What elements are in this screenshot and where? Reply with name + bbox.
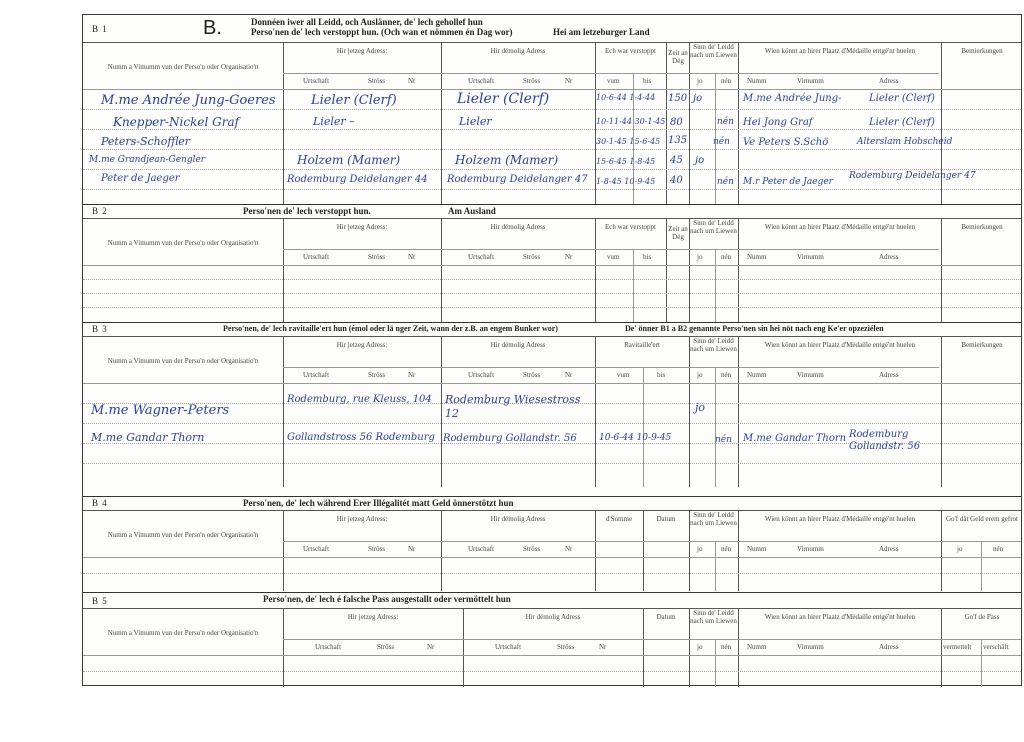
section-title: Perso'nen, de' lech während Erer Illégalitét matt Geld önnerstötzt hun [243,498,514,508]
handwritten-days: 80 [670,117,683,128]
handwritten-name: Knepper-Nickel Graf [113,115,240,129]
sub-vum: vum [617,371,630,379]
handwritten-address: Rodemburg, rue Kleuss, 104 [287,394,432,405]
sub-jo: jo [697,371,703,379]
section-title: Perso'nen, de' lech é falsche Pass ausgestallt oder vermöttelt hun [263,594,511,604]
handwritten-medal-address: Rodemburg Gollandstr. 56 [849,429,921,452]
handwritten-address: Lieler (Clerf) [457,91,550,107]
sub-numm: Numm [747,371,767,379]
col-address-now: Hir jetzeg Adress: [336,515,388,523]
sub-adress: Adress [879,545,899,553]
sub-nr: Nr [565,253,573,261]
sub-nr: Nr [565,371,573,379]
handwritten-days: 45 [670,155,683,166]
handwritten-address: Lieler – [313,115,355,128]
handwritten-address: Holzem (Mamer) [297,153,401,167]
handwritten-alive: nén [717,177,734,187]
sub-jo: jo [697,77,703,85]
sub-virnumm: Virnumm [797,545,824,553]
handwritten-name: M.me Gandar Thorn [91,431,205,444]
sub-nr: Nr [408,545,416,553]
col-datum: Datum [656,613,676,621]
sub-nen: nén [721,77,732,85]
sub-virnumm: Virnumm [797,253,824,261]
sub-numm: Numm [747,545,767,553]
handwritten-dates: 1-8-45 10-9-45 [596,177,656,186]
col-name: Numm a Vimumm vun der Perso'n oder Organisatio'n [107,63,259,71]
section-code: B 4 [92,498,108,508]
handwritten-name: Peter de Jaeger [101,173,180,184]
section-title: Perso'nen de' lech verstoppt hun. (Och wan et nömmen én Dag wor) [251,27,513,37]
sub-stross: Ströss [523,371,541,379]
handwritten-name: M.me Andrée Jung-Goeres [101,93,276,108]
handwritten-address: Lieler (Clerf) [311,93,397,108]
handwritten-dates: 15-6-45 1-8-45 [596,157,656,166]
handwritten-address: Rodemburg Wiesestross 12 [445,393,581,420]
col-remarks: Bemierkungen [961,223,1003,231]
col-money-returned: Go'f dät Geld erem gefrot [945,515,1018,523]
sub-numm: Numm [747,253,767,261]
handwritten-address: Lieler [459,115,492,128]
sub-nen: nén [721,545,732,553]
sub-stross: Ströss [377,643,395,651]
table-b5 [83,608,1021,687]
handwritten-alive: jo [693,93,703,104]
col-address-old: Hir démolig Adress [525,613,581,621]
col-address-now: Hir jetzeg Adress: [347,613,399,621]
sub-vum: vum [607,77,620,85]
section-b1-header [83,15,1021,43]
col-alive: Sinn de' Leidd nach um Liewen [690,609,737,625]
handwritten-days: 40 [670,175,683,186]
col-alive: Sinn de' Leidd nach um Liewen [690,43,737,59]
handwritten-address: Gollandstross 56 Rodemburg [287,432,435,443]
sub-urtschaft: Urtschaft [468,371,495,379]
sub-nr: Nr [565,545,573,553]
col-remarks: Bemierkungen [961,341,1003,349]
handwritten-alive: nén [717,117,734,127]
table-b2 [83,218,1021,323]
sub-urtschaft: Urtschaft [495,643,522,651]
sub-virnumm: Virnumm [797,77,824,85]
sub-numm: Numm [747,77,767,85]
handwritten-medal-name: M.me Gandar Thorn [743,433,847,444]
section-b2-header [83,204,1021,219]
form-b [82,14,1022,686]
sub-urtschaft: Urtschaft [303,77,330,85]
handwritten-address: Rodemburg Deidelanger 44 [287,174,428,185]
form-letter: B. [203,17,222,39]
col-remarks: Bemierkungen [961,47,1003,55]
col-address-now: Hir jetzeg Adress: [336,47,388,55]
sub-urtschaft: Urtschaft [303,371,330,379]
sub-adress: Adress [879,643,899,651]
handwritten-medal-name: M.r Peter de Jaeger [743,177,833,187]
sub-jo: jo [957,545,963,553]
sub-nen: nén [721,371,732,379]
sub-nr: Nr [427,643,435,651]
sub-jo: jo [697,253,703,261]
sub-urtschaft: Urtschaft [315,643,342,651]
sub-jo: jo [697,545,703,553]
handwritten-days: 135 [668,135,688,146]
col-hidden: Ech war verstoppt [605,47,656,55]
sub-stross: Ströss [557,643,575,651]
handwritten-alive: jo [695,155,705,166]
col-zeit: Zeit an Dég [668,225,688,241]
sub-adress: Adress [879,77,899,85]
section-b5-header [83,592,1021,609]
table-b4 [83,510,1021,591]
col-medal: Wien könnt an hirer Plaatz d'Médaille entgé'nt huelen [764,47,916,55]
handwritten-medal-name: Hei Jong Graf [743,117,813,128]
col-address-old: Hir démolig Adress [490,341,546,349]
col-name: Numm a Vimumm vun der Perso'n oder Organisatio'n [107,357,259,365]
sub-vermettelt: vermettelt [943,643,972,651]
handwritten-days: 150 [668,93,688,104]
table-b1 [83,42,1021,205]
col-alive: Sinn de' Leidd nach um Liewen [690,337,737,353]
handwritten-alive: nén [713,137,730,147]
handwritten-address: Rodemburg Gollandstr. 56 [443,433,577,444]
handwritten-medal-name: Ve Peters S.Schö [743,137,829,148]
handwritten-medal-address: Lieler (Clerf) [869,117,935,128]
handwritten-alive: jo [695,401,706,414]
col-medal: Wien könnt an hirer Plaatz d'Médaille entgé'nt huelen [764,613,916,621]
sub-urtschaft: Urtschaft [468,545,495,553]
handwritten-medal-address: Rodemburg Deidelanger 47 [849,171,976,181]
col-medal: Wien könnt an hirer Plaatz d'Médaille entgé'nt huelen [764,341,916,349]
col-alive: Sinn de' Leidd nach um Liewen [690,511,737,527]
sub-numm: Numm [747,643,767,651]
handwritten-address: Holzem (Mamer) [455,153,559,167]
section-title: Perso'nen de' lech verstoppt hun. [243,206,371,216]
section-code: B 1 [92,24,108,34]
sub-virnumm: Virnumm [797,643,824,651]
section-b4-header [83,496,1021,511]
handwritten-medal-address: Alterslam Hobscheid [857,137,953,147]
sub-adress: Adress [879,253,899,261]
sub-bis: bis [643,77,652,85]
handwritten-name: M.me Grandjean-Gengler [89,155,206,165]
sub-vum: vum [607,253,620,261]
col-name: Numm a Vimumm vun der Perso'n oder Organisatio'n [107,629,259,637]
col-address-now: Hir jetzeg Adress: [336,223,388,231]
section-code: B 2 [92,206,108,216]
col-address-old: Hir démolig Adress [490,47,546,55]
sub-nr: Nr [565,77,573,85]
sub-adress: Adress [879,371,899,379]
col-somme: d'Somme [605,515,633,523]
sub-urtschaft: Urtschaft [303,253,330,261]
col-name: Numm a Vimumm vun der Perso'n oder Organisatio'n [107,531,259,539]
col-pass: Go'f de Pass [964,613,1000,621]
section-b3-header [83,322,1021,337]
col-medal: Wien könnt an hirer Plaatz d'Médaille entgé'nt huelen [764,515,916,523]
sub-stross: Ströss [368,371,386,379]
sub-stross: Ströss [523,77,541,85]
handwritten-address: Rodemburg Deidelanger 47 [447,174,588,185]
sub-nen: nén [721,253,732,261]
sub-nr: Nr [408,371,416,379]
col-ravitaillert: Ravitaille'ert [624,341,660,349]
sub-stross: Ströss [523,545,541,553]
handwritten-dates: 10-6-44 10-9-45 [599,433,672,443]
handwritten-dates: 10-11-44 30-1-45 [596,117,666,126]
sub-nr: Nr [599,643,607,651]
col-address-now: Hir jetzeg Adress: [336,341,388,349]
section-subtitle: Am Ausland [448,206,496,216]
sub-bis: bis [657,371,666,379]
col-address-old: Hir démolig Adress [490,515,546,523]
sub-jo: jo [697,643,703,651]
section-title: Donnéen iwer all Leidd, och Auslänner, de' lech gehollef hun [251,17,483,27]
sub-stross: Ströss [368,253,386,261]
sub-urtschaft: Urtschaft [303,545,330,553]
sub-urtschaft: Urtschaft [468,253,495,261]
sub-nr: Nr [408,77,416,85]
section-code: B 5 [92,596,108,606]
section-title: Perso'nen, de' lech ravitaille'ert hun (émol oder lä nger Zeit, wann der z.B. an engem Bunker wor) [223,324,558,333]
sub-nen: nén [721,643,732,651]
sub-virnumm: Virnumm [797,371,824,379]
sub-bis: bis [643,253,652,261]
handwritten-medal-name: M.me Andrée Jung- [743,93,842,104]
section-subtitle: De' önner B1 a B2 genannte Perso'nen sin hei nöt nach eng Ke'er opzeziélen [625,324,884,333]
table-b3 [83,336,1021,487]
sub-nr: Nr [408,253,416,261]
section-code: B 3 [92,324,108,334]
sub-urtschaft: Urtschaft [468,77,495,85]
sub-stross: Ströss [523,253,541,261]
col-datum: Datum [656,515,676,523]
col-name: Numm a Vimumm vun der Perso'n oder Organisatio'n [107,239,259,247]
sub-stross: Ströss [368,545,386,553]
section-subtitle: Hei am letzeburger Land [553,27,650,37]
handwritten-alive: nén [715,435,732,445]
sub-nen: nén [993,545,1004,553]
sub-stross: Ströss [368,77,386,85]
col-alive: Sinn de' Leidd nach um Liewen [690,219,737,235]
handwritten-name: Peters-Schoffler [101,135,190,148]
handwritten-dates: 30-1-45 15-6-45 [596,137,661,146]
col-zeit: Zeit an Dég [668,49,688,65]
handwritten-name: M.me Wagner-Peters [91,403,230,418]
handwritten-dates: 10-6-44 1-4-44 [596,93,656,102]
col-medal: Wien könnt an hirer Plaatz d'Médaille entgé'nt huelen [764,223,916,231]
col-address-old: Hir démolig Adress [490,223,546,231]
sub-verschafft: verschäft [983,643,1009,651]
handwritten-medal-address: Lieler (Clerf) [869,93,935,104]
col-hidden: Ech war verstoppt [605,223,656,231]
